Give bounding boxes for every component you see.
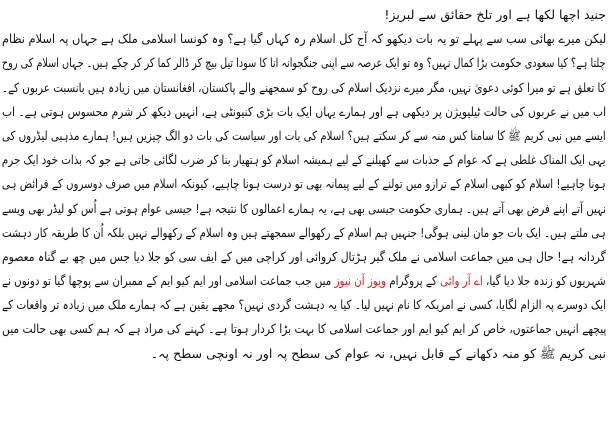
comment-body bbox=[2, 3, 606, 366]
text-line bbox=[2, 124, 606, 148]
text-line bbox=[2, 317, 606, 341]
text-segment: میں جب جماعت اسلامی اور ایم کیو ایم کے ممبران سے پوچھا گیا تو دونوں نے bbox=[2, 273, 335, 289]
text-segment: چلتا ہے؟ کیا سعودی حکومت بڑا کمال نہیں؟ وہ تو ایک عرصہ سے اپنی جنگجوانہ انا کا سودا تیل بیچ کر ڈالر کما کر کر چکے ہیں۔ جہاں اسلام کی روح bbox=[2, 55, 606, 71]
text-line bbox=[2, 342, 606, 366]
text-segment: جنید اچھا لکھا ہے اور تلخ حقائق سے لبریز! bbox=[384, 7, 606, 22]
text-line bbox=[2, 27, 606, 51]
text-line bbox=[2, 76, 606, 100]
text-segment: پیچھے انہیں جماعتوں، خاص کر ایم کیو ایم اور جماعت اسلامی کا بہت بڑا کردار ہوتا ہے۔ کہنے کی مراد ہے کہ ہم کسی بھی حالت میں bbox=[2, 321, 606, 337]
text-segment: ایک دوسرے پہ الزام لگایا، کسی نے امریکہ کا نام نہیں لیا۔ کیا یہ دہشت گردی نہیں؟ مجھے یقین ہے کہ ہمارے ملک میں زیادہ تر واقعات کے bbox=[2, 297, 606, 313]
text-segment: ایسے میں نبی کریم ﷺ کا سامنا کس منہ سے کر سکتے ہیں؟ اسلام کی بات اور سیاست کی بات دو الگ چیزیں ہیں! ہمارے مذہبی لیڈروں کی bbox=[2, 127, 606, 143]
text-segment: اب میں نے عربوں کی حالت ٹیلیویژن پر دیکھی ہے اور ہمارے یہاں ایک بات بڑی کنیونٹی ہے، انہیں دیکھ کر شرم محسوس ہوتی ہے۔ اب bbox=[2, 103, 606, 119]
text-segment: ہی ملتے ہیں۔ ایک بات جو مان لینی ہوگی! جنہیں ہم اسلام کے رکھوالے سمجھتے ہیں وہ اسلام کے رکھوالے نہیں بلکہ اُن کا طریقہ کار دہشت bbox=[2, 224, 606, 240]
text-line bbox=[2, 51, 606, 75]
text-segment: کے پروگرام bbox=[386, 273, 441, 289]
text-line bbox=[2, 197, 606, 221]
text-line bbox=[2, 3, 606, 27]
text-segment: یہی ایک المناک غلطی ہے کہ عوام کے جذبات سے کھیلنے کے لیے ہمیشہ اسلام کو ہتھیار بنا کر ضرب لگائی جاتی ہے جو کہ بذات خود ایک جرم bbox=[2, 152, 606, 168]
text-segment: گردانہ ہے! حال ہی میں جماعت اسلامی نے ملک گیر ہڑتال کروائی اور کراچی میں کے ایف سی کو جلا دیا جس میں چھ بے گناہ معصوم bbox=[2, 248, 606, 264]
text-segment: ہونا چاہیے! اسلام کو کبھی اسلام کے ترازو میں تولنے کے لیے پیمانہ بھی تو درست ہونا چاہیے، کیونکہ اسلام میں صرف دوسروں کے فرائض ہی bbox=[2, 176, 606, 192]
text-line bbox=[2, 100, 606, 124]
text-segment: شہریوں کو زندہ جلا دیا گیا، bbox=[483, 273, 606, 289]
text-line bbox=[2, 245, 606, 269]
text-segment: لیکن میرے بھائی سب سے پہلے تو یہ بات دیکھو کہ آج کل اسلام رہ کہاں گیا ہے؟ وہ کونسا اسلامی ملک ہے جہاں پہ اسلام نظام bbox=[2, 31, 606, 47]
text-line bbox=[2, 221, 606, 245]
text-line bbox=[2, 148, 606, 172]
text-segment: نبی کریم ﷺ کو منہ دکھانے کے قابل نہیں، نہ عوام کی سطح پہ اور نہ اونچی سطح پہ۔ bbox=[150, 345, 606, 361]
text-line bbox=[2, 293, 606, 317]
text-line bbox=[2, 269, 606, 293]
text-line bbox=[2, 172, 606, 196]
highlighted-name: ویوز آن نیوز bbox=[334, 273, 387, 289]
highlighted-name: اے آر وائی bbox=[440, 273, 484, 289]
text-segment: نہیں آتے اپنے فرض بھی آتے ہیں۔ ہماری حکومت جیسی بھی ہے، یہ ہمارے اعمالوں کا نتیجہ ہے! جیسی عوام ہوتی ہے اُس کو لیڈر بھی ویسے bbox=[2, 200, 606, 216]
text-segment: کا تعلق ہے تو میرا کوئی دعویٰ نہیں، مگر میرے نزدیک اسلام کی روح کو سمجھنے والے پاکستان، افغانستان میں زیادہ ہیں بانسبت عربوں کے۔ bbox=[2, 79, 606, 95]
